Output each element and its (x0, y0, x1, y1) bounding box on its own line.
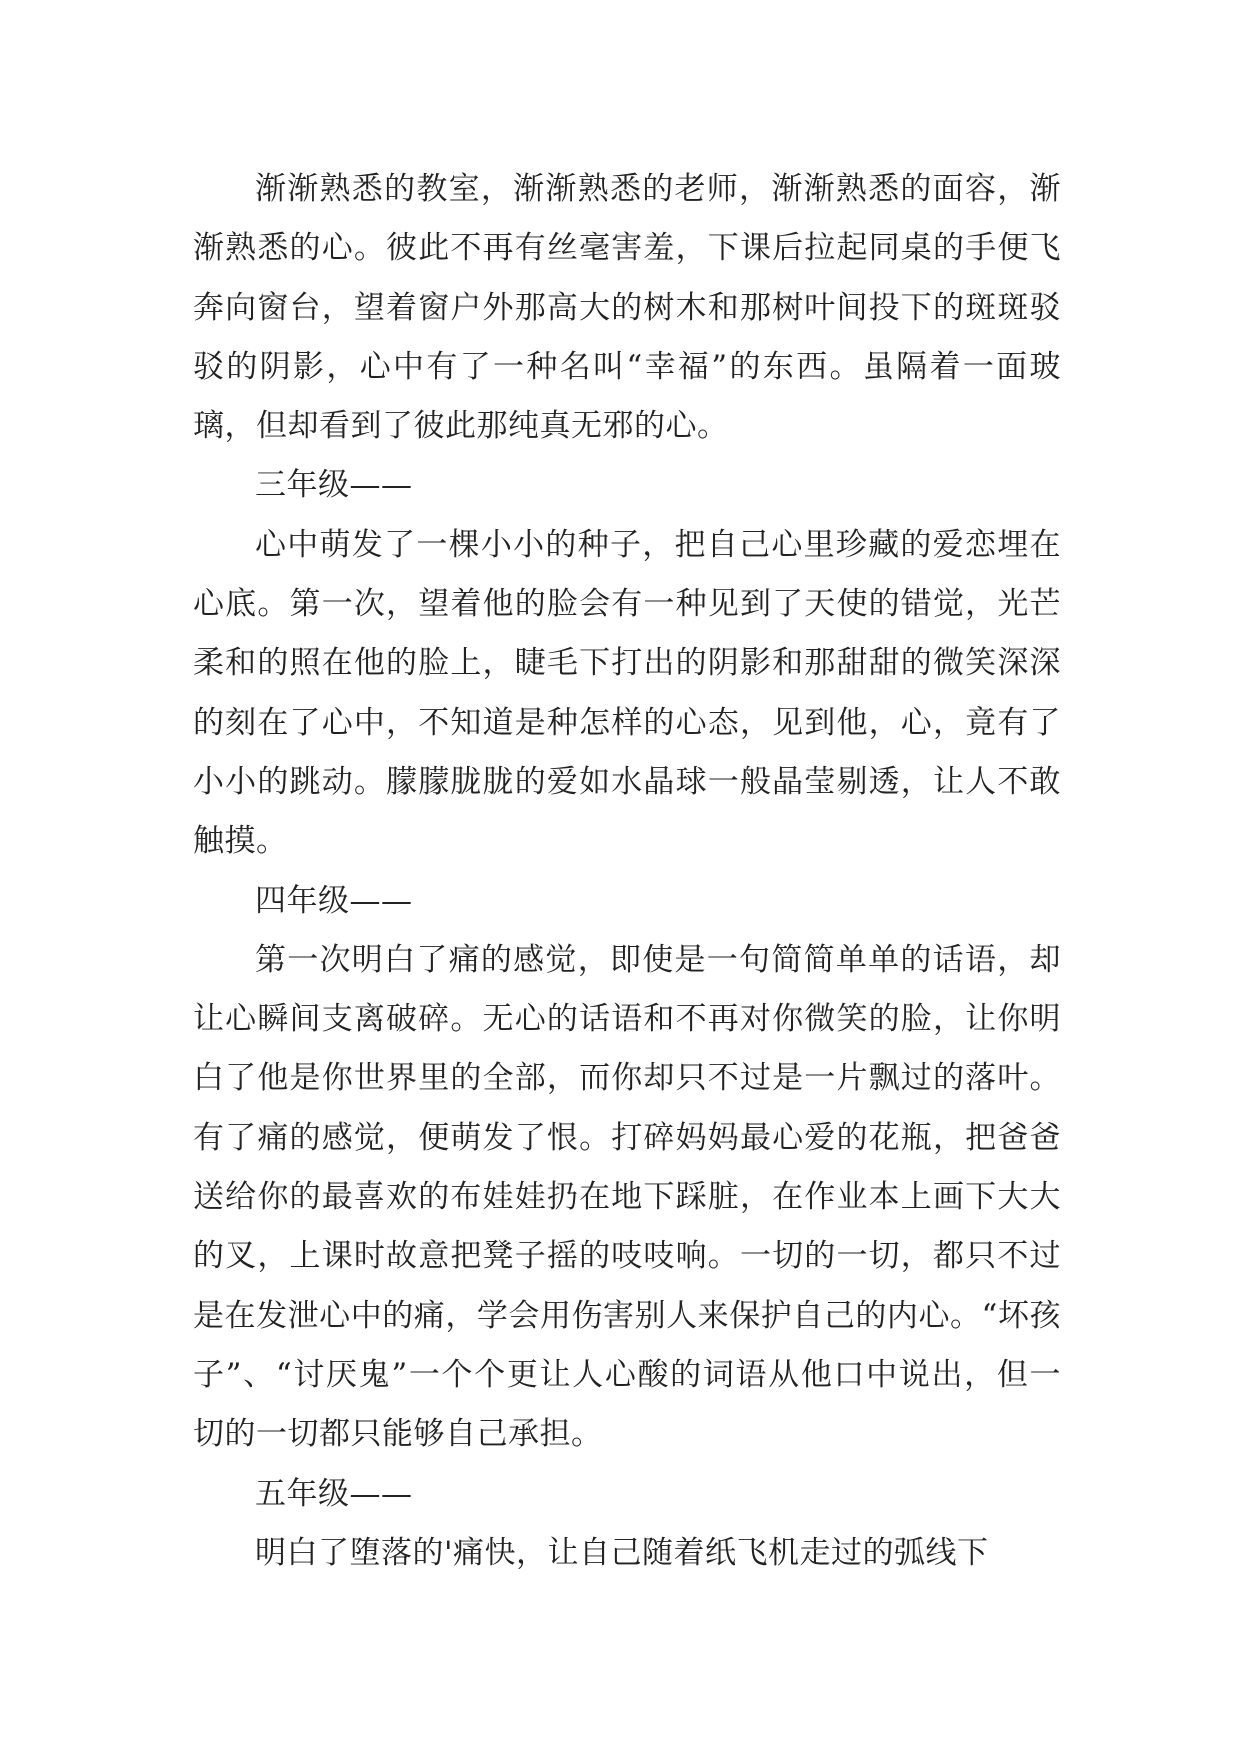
paragraph-grade-four: 第一次明白了痛的感觉，即使是一句简简单单的话语，却让心瞬间支离破碎。无心的话语和不再对你微笑的脸，让你明白了他是你世界里的全部，而你却只不过是一片飘过的落叶。有了痛的感觉，便萌发了恨。打碎妈妈最心爱的花瓶，把爸爸送给你的最喜欢的布娃娃扔在地下踩脏，在作业本上画下大大的叉，上课时故意把凳子摇的吱吱响。一切的一切，都只不过是在发泄心中的痛，学会用伤害别人来保护自己的内心。“坏孩子”、“讨厌鬼”一个个更让人心酸的词语从他口中说出，但一切的一切都只能够自己承担。 (193, 941, 1061, 1453)
section-heading-grade-three: 三年级—— (255, 467, 413, 504)
section-heading-grade-five: 五年级—— (255, 1475, 413, 1512)
document-body (193, 160, 1061, 1583)
paragraph-grade-three: 心中萌发了一棵小小的种子，把自己心里珍藏的爱恋埋在心底。第一次，望着他的脸会有一种见到了天使的错觉，光芒柔和的照在他的脸上，睫毛下打出的阴影和那甜甜的微笑深深的刻在了心中，不知道是种怎样的心态，见到他，心，竟有了小小的跳动。朦朦胧胧的爱如水晶球一般晶莹剔透，让人不敢触摸。 (193, 526, 1061, 860)
paragraph-classroom: 渐渐熟悉的教室，渐渐熟悉的老师，渐渐熟悉的面容，渐渐熟悉的心。彼此不再有丝毫害羞，下课后拉起同桌的手便飞奔向窗台，望着窗户外那高大的树木和那树叶间投下的斑斑驳驳的阴影，心中有了一种名叫“幸福”的东西。虽隔着一面玻璃，但却看到了彼此那纯真无邪的心。 (193, 171, 1061, 445)
paragraph-grade-five: 明白了堕落的'痛快，让自己随着纸飞机走过的弧线下 (255, 1534, 989, 1571)
section-heading-grade-four: 四年级—— (255, 882, 413, 919)
